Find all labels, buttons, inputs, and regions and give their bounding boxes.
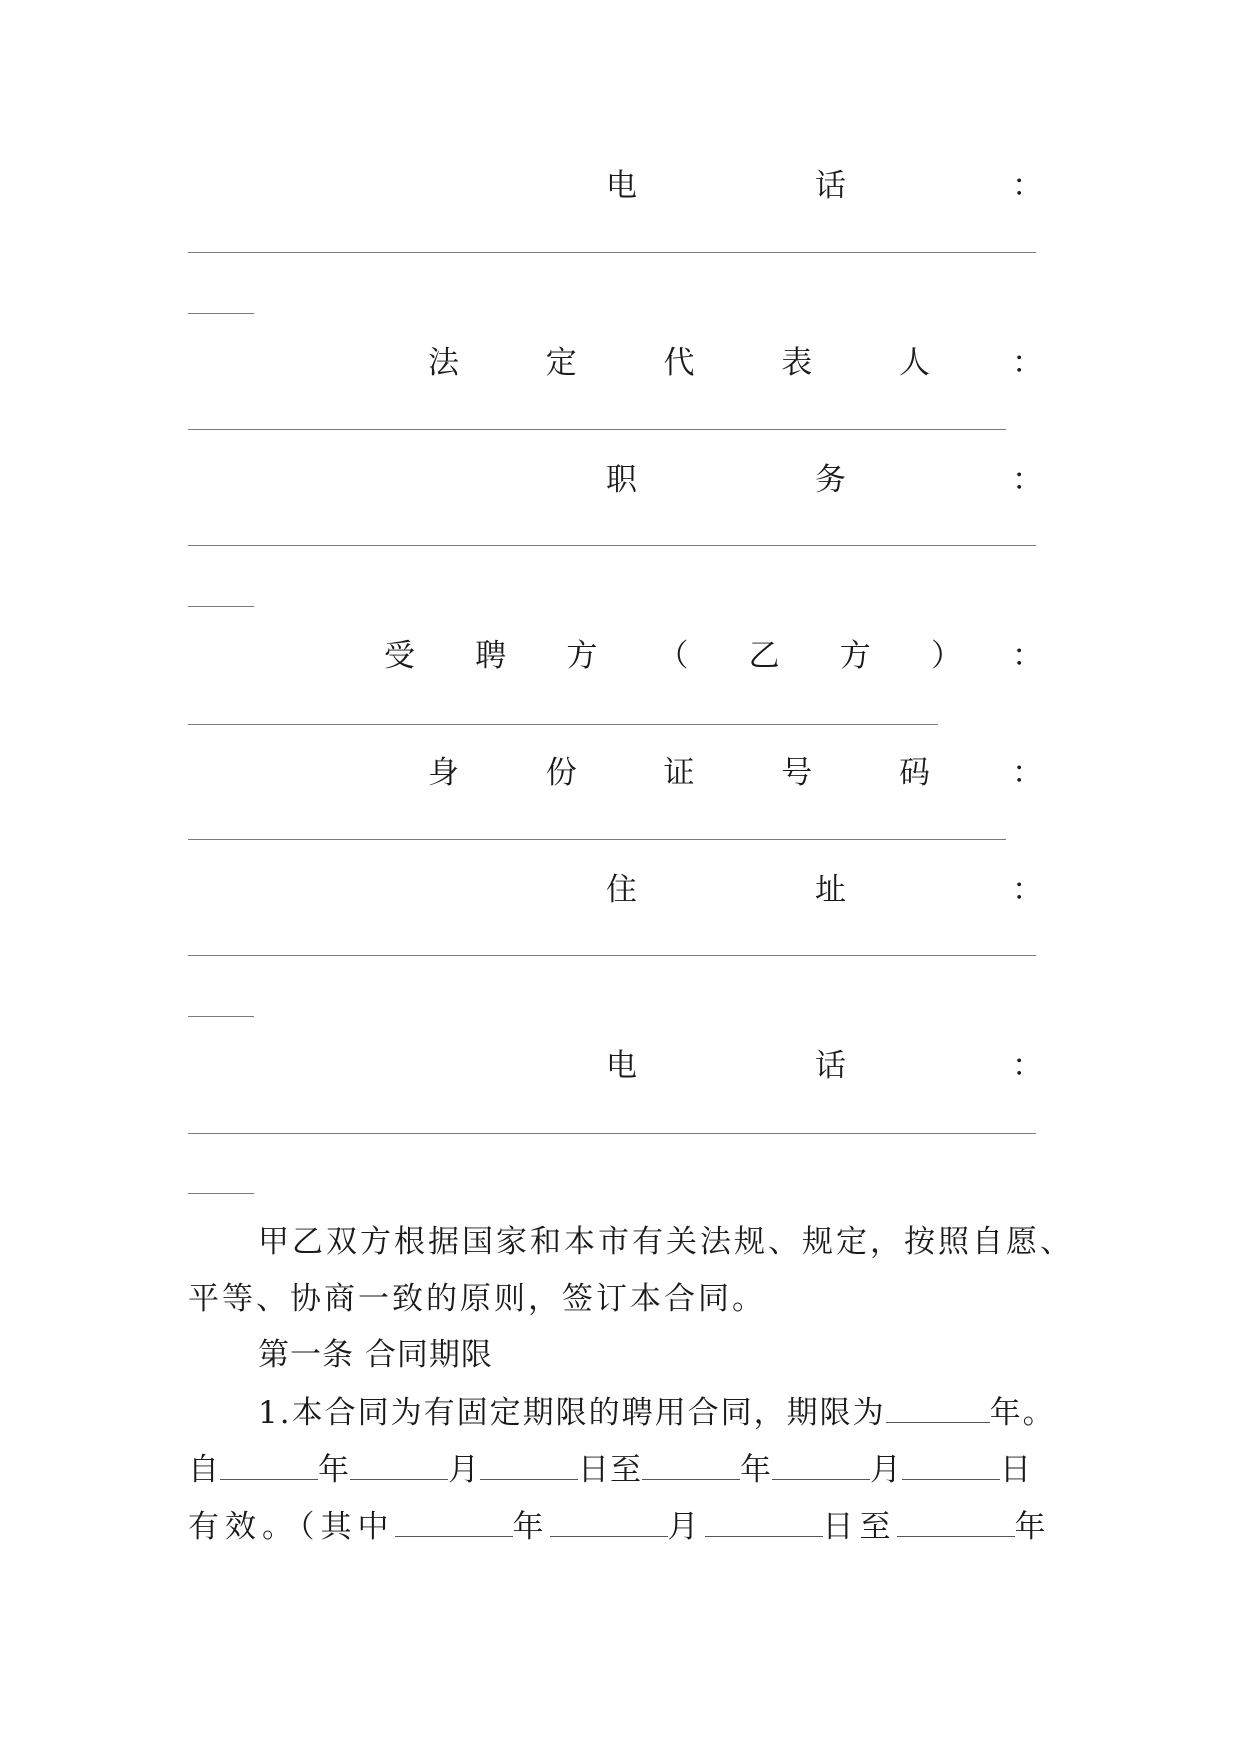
fill-line — [188, 1133, 1036, 1134]
clause-text: 日至 — [578, 1452, 642, 1488]
field-colon: ： — [1012, 168, 1043, 204]
label-char: ） — [930, 638, 962, 674]
label-char: 务 — [815, 462, 846, 498]
field-phone-label — [606, 1046, 846, 1086]
fill-line — [188, 724, 938, 725]
label-char: 住 — [606, 872, 637, 908]
label-char: 法 — [428, 345, 459, 381]
paragraph-line: 甲乙双方根据国家和本市有关法规、规定，按照自愿、 — [258, 1224, 1074, 1260]
label-char: 话 — [815, 1048, 846, 1084]
paragraph-line: 平等、协商一致的原则，签订本合同。 — [188, 1281, 766, 1317]
blank-end-month — [772, 1449, 870, 1480]
clause-text: 自 — [188, 1452, 220, 1488]
label-char: 职 — [606, 462, 637, 498]
fill-line — [188, 313, 254, 314]
clause-text: 年 — [1014, 1509, 1052, 1545]
clause-line — [188, 1506, 1052, 1547]
clause-text: 有效。（其中 — [188, 1509, 395, 1545]
fill-line — [188, 1193, 254, 1194]
label-char: 码 — [899, 755, 930, 791]
label-char: 方 — [566, 638, 598, 674]
field-colon: ： — [1012, 755, 1043, 791]
fill-line — [188, 545, 1036, 546]
label-char: （ — [657, 638, 689, 674]
fill-line — [188, 839, 1006, 840]
fill-line — [188, 429, 1006, 430]
label-char: 代 — [663, 345, 695, 381]
label-char: 电 — [606, 1048, 637, 1084]
blank-probation-end-year — [897, 1506, 1015, 1537]
label-char: 号 — [781, 755, 813, 791]
blank-start-day — [480, 1449, 578, 1480]
label-char: 表 — [781, 345, 813, 381]
field-legal-rep-label — [428, 343, 930, 383]
label-char: 乙 — [748, 638, 780, 674]
blank-probation-start-month — [550, 1506, 668, 1537]
label-char: 证 — [663, 755, 695, 791]
label-char: 定 — [545, 345, 577, 381]
field-colon: ： — [1012, 872, 1043, 908]
clause-text: 年 — [512, 1509, 550, 1545]
blank-years — [886, 1392, 990, 1423]
clause-text: 年 — [318, 1452, 350, 1488]
label-char: 受 — [384, 638, 415, 674]
label-char: 电 — [606, 168, 637, 204]
article-heading: 第一条 合同期限 — [258, 1337, 493, 1373]
clause-line — [258, 1392, 1056, 1433]
clause-line — [188, 1449, 1032, 1490]
label-char: 份 — [545, 755, 577, 791]
field-id-number-label — [428, 753, 930, 793]
fill-line — [188, 606, 254, 607]
field-colon: ： — [1012, 638, 1043, 674]
blank-start-year — [220, 1449, 318, 1480]
clause-text: 月 — [667, 1509, 705, 1545]
clause-text: 年 — [740, 1452, 772, 1488]
blank-end-day — [902, 1449, 1000, 1480]
fill-line — [188, 1016, 254, 1017]
clause-text: 年。 — [989, 1395, 1056, 1431]
blank-start-month — [350, 1449, 448, 1480]
field-phone-label — [606, 166, 846, 206]
field-employee-label — [384, 636, 962, 676]
blank-end-year — [642, 1449, 740, 1480]
clause-text: 日至 — [822, 1509, 897, 1545]
field-colon: ： — [1012, 345, 1043, 381]
clause-text: 月 — [870, 1452, 902, 1488]
clause-text: 月 — [448, 1452, 480, 1488]
blank-probation-start-year — [395, 1506, 513, 1537]
field-colon: ： — [1012, 462, 1043, 498]
label-char: 话 — [815, 168, 846, 204]
field-position-label — [606, 460, 846, 500]
label-char: 人 — [899, 345, 930, 381]
clause-text: 日 — [1000, 1452, 1032, 1488]
label-char: 身 — [428, 755, 459, 791]
fill-line — [188, 252, 1036, 253]
fill-line — [188, 955, 1036, 956]
clause-text: 1.本合同为有固定期限的聘用合同，期限为 — [258, 1395, 886, 1431]
label-char: 方 — [839, 638, 871, 674]
label-char: 址 — [815, 872, 846, 908]
field-address-label — [606, 870, 846, 910]
blank-probation-start-day — [705, 1506, 823, 1537]
field-colon: ： — [1012, 1048, 1043, 1084]
label-char: 聘 — [475, 638, 507, 674]
